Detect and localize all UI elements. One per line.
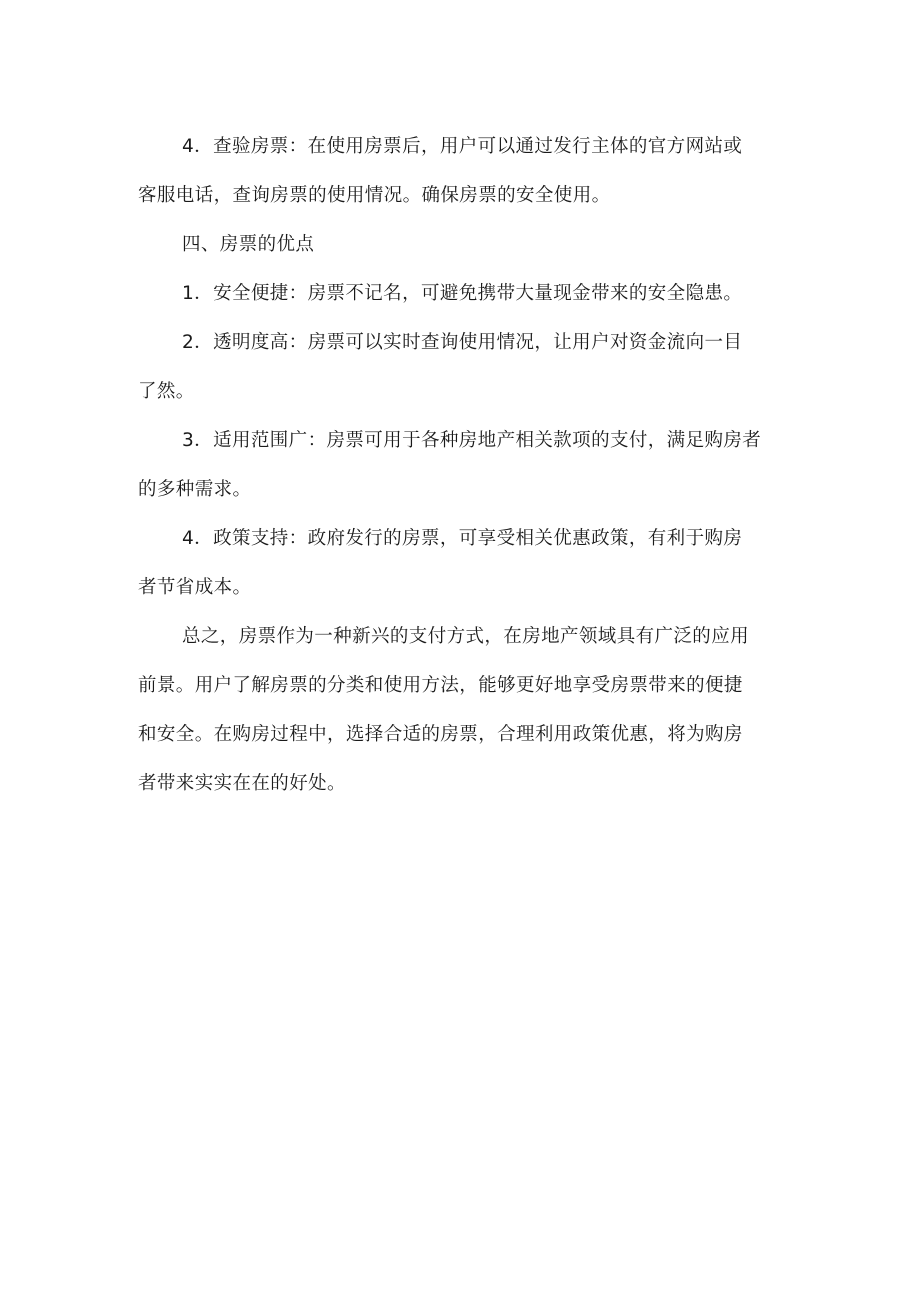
- paragraph-line: 4．政策支持：政府发行的房票，可享受相关优惠政策，有利于购房: [182, 528, 743, 549]
- document-body: [138, 122, 784, 808]
- paragraph-line: 3．适用范围广：房票可用于各种房地产相关款项的支付，满足购房者: [182, 430, 762, 451]
- paragraph-line: 客服电话，查询房票的使用情况。确保房票的安全使用。: [138, 185, 611, 206]
- paragraph-line: 了然。: [138, 381, 195, 402]
- paragraph-line: 4．查验房票：在使用房票后，用户可以通过发行主体的官方网站或: [182, 136, 743, 157]
- section-heading: 四、房票的优点: [182, 234, 315, 255]
- paragraph-advantage-safety: [138, 269, 784, 318]
- section-heading-advantages: [138, 220, 784, 269]
- paragraph-line: 者节省成本。: [138, 577, 252, 598]
- paragraph-conclusion: [138, 612, 784, 808]
- paragraph-line: 和安全。在购房过程中，选择合适的房票，合理利用政策优惠，将为购房: [138, 724, 743, 745]
- paragraph-advantage-scope: [138, 416, 784, 514]
- paragraph-line: 总之，房票作为一种新兴的支付方式，在房地产领域具有广泛的应用: [182, 626, 750, 647]
- paragraph-line: 2．透明度高：房票可以实时查询使用情况，让用户对资金流向一目: [182, 332, 743, 353]
- paragraph-advantage-policy: [138, 514, 784, 612]
- paragraph-advantage-transparency: [138, 318, 784, 416]
- paragraph-line: 的多种需求。: [138, 479, 252, 500]
- paragraph-line: 1．安全便捷：房票不记名，可避免携带大量现金带来的安全隐患。: [182, 283, 743, 304]
- paragraph-line: 前景。用户了解房票的分类和使用方法，能够更好地享受房票带来的便捷: [138, 675, 743, 696]
- paragraph-line: 者带来实实在在的好处。: [138, 773, 346, 794]
- paragraph-check-ticket: [138, 122, 784, 220]
